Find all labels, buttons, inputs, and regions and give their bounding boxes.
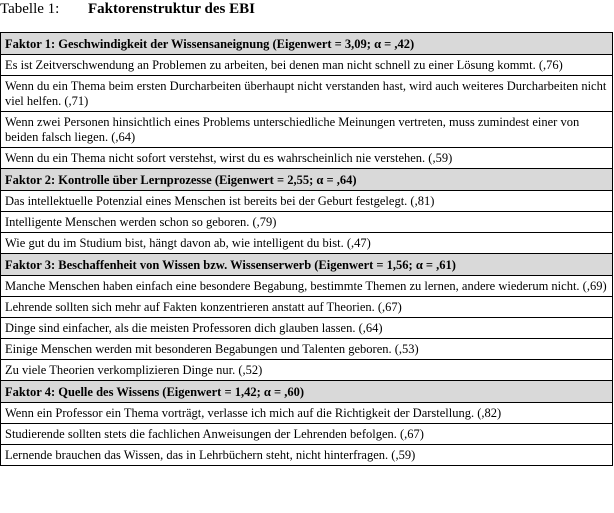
table-row: Lehrende sollten sich mehr auf Fakten konzentrieren anstatt auf Theorien. (,67): [0, 297, 613, 318]
table-row: Dinge sind einfacher, als die meisten Professoren dich glauben lassen. (,64): [0, 318, 613, 339]
table-row: Lernende brauchen das Wissen, das in Lehrbüchern steht, nicht hinterfragen. (,59): [0, 445, 613, 466]
factor-header-4: Faktor 4: Quelle des Wissens (Eigenwert = 1,42; α = ,60): [0, 381, 613, 403]
table-row: Wenn zwei Personen hinsichtlich eines Problems unterschiedliche Meinungen vertreten, muss zumindest einer von beiden falsch liegen. (,64): [0, 112, 613, 148]
table-row: Wie gut du im Studium bist, hängt davon ab, wie intelligent du bist. (,47): [0, 233, 613, 254]
factor-header-2: Faktor 2: Kontrolle über Lernprozesse (Eigenwert = 2,55; α = ,64): [0, 169, 613, 191]
table-row: Wenn ein Professor ein Thema vorträgt, verlasse ich mich auf die Richtigkeit der Darstellung. (,82): [0, 403, 613, 424]
table-row: Intelligente Menschen werden schon so geboren. (,79): [0, 212, 613, 233]
caption-label: Tabelle 1:: [0, 1, 60, 17]
factor-header-1: Faktor 1: Geschwindigkeit der Wissensaneignung (Eigenwert = 3,09; α = ,42): [0, 33, 613, 55]
table-row: Einige Menschen werden mit besonderen Begabungen und Talenten geboren. (,53): [0, 339, 613, 360]
table-caption: [0, 0, 614, 22]
factor-header-3: Faktor 3: Beschaffenheit von Wissen bzw. Wissenserwerb (Eigenwert = 1,56; α = ,61): [0, 254, 613, 276]
table-row: Zu viele Theorien verkomplizieren Dinge nur. (,52): [0, 360, 613, 381]
table-row: Das intellektuelle Potenzial eines Menschen ist bereits bei der Geburt festgelegt. (,81): [0, 191, 613, 212]
factor-table: [0, 32, 613, 466]
table-row: Studierende sollten stets die fachlichen Anweisungen der Lehrenden befolgen. (,67): [0, 424, 613, 445]
caption-title: Faktorenstruktur des EBI: [88, 1, 255, 17]
table-row: Manche Menschen haben einfach eine besondere Begabung, bestimmte Themen zu lernen, andere wiederum nicht. (,69): [0, 276, 613, 297]
table-row: Wenn du ein Thema beim ersten Durcharbeiten überhaupt nicht verstanden hast, wird auch weiteres Durcharbeiten nicht viel helfen. (,71): [0, 76, 613, 112]
table-row: Es ist Zeitverschwendung an Problemen zu arbeiten, bei denen man nicht schnell zu einer Lösung kommt. (,76): [0, 55, 613, 76]
table-row: Wenn du ein Thema nicht sofort verstehst, wirst du es wahrscheinlich nie verstehen. (,59): [0, 148, 613, 169]
